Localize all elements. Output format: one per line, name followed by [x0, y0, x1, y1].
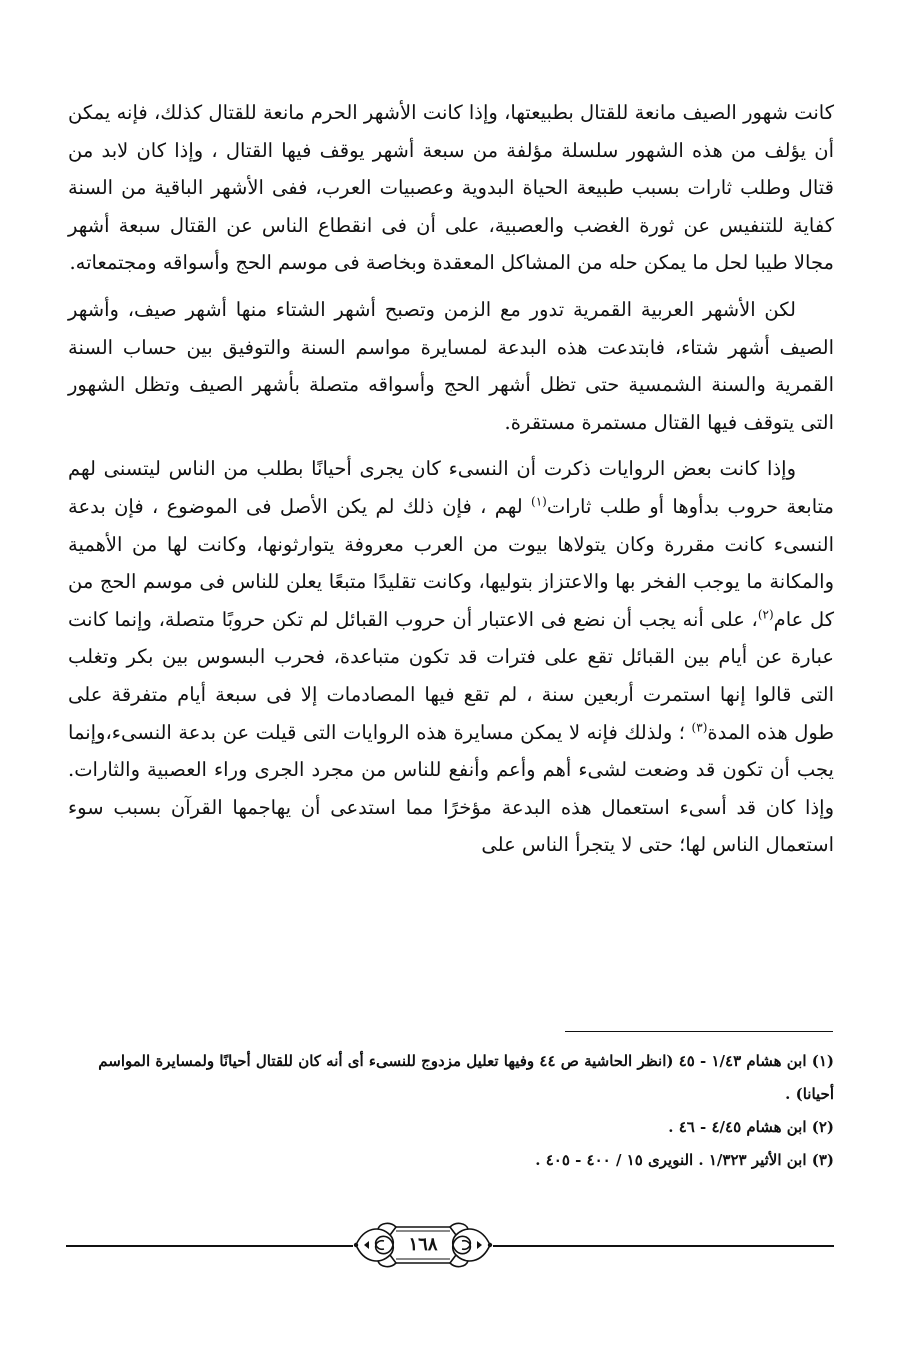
bottom-rule-right [493, 1245, 834, 1247]
page-number: ١٦٨ [408, 1234, 438, 1255]
footnote-ref-3[interactable]: (٣) [691, 720, 708, 734]
footnote-ref-1[interactable]: (١) [531, 494, 547, 509]
footnote-ref-2[interactable]: (٢) [757, 607, 774, 622]
footnote-3: (٣) ابن الأثير ١/٣٢٣ . النويرى ١٥ / ٤٠٠ - ٤٠٥ . [535, 1151, 834, 1169]
paragraph-3 [68, 450, 834, 864]
body-text [68, 94, 834, 864]
footnote-separator [565, 1031, 833, 1032]
footnote-2: (٢) ابن هشام ٤/٤٥ - ٤٦ . [668, 1118, 834, 1136]
paragraph-text: كانت شهور الصيف مانعة للقتال بطبيعتها، وإذا كانت الأشهر الحرم مانعة للقتال كذلك، فإنه يمكن أن يؤلف من هذه الشهور سلسلة مؤلفة من سبعة أشهر يوقف فيها القتال ، وإذا كان لابد من قتال وطلب ثارات بسبب طبيعة الحياة البدوية وعصبيات العرب، ففى الأشهر الباقية من السنة كفاية للتنفيس عن ثورة الغضب والعصبية، على أن فى انقطاع الناس عن القتال سبعة أشهر مجالا طيبا لحل ما يمكن حله من المشاكل المعقدة وبخاصة فى موسم الحج وأسواقه ومجتمعاته. [68, 101, 834, 275]
paragraph-text: وإذا كانت بعض الروايات ذكرت أن النسىء كان يجرى أحيانًا بطلب من الناس ليتسنى لهم متابعة حروب بدأوها أو طلب ثارات [68, 457, 834, 518]
footnote-1: (١) ابن هشام ١/٤٣ - ٤٥ (انظر الحاشية ص ٤٤ وفيها تعليل مزدوج للنسىء أى أنه كان للقتال أحيانًا ولمسايرة المواسم أحيانا) . [98, 1052, 834, 1103]
paragraph-text: ؛ ولذلك فإنه لا يمكن مسايرة هذه الروايات التى قيلت عن بدعة النسىء،وإنما يجب أن تكون قد وضعت لشىء أهم وأعم وأنفع للناس من مجرد الجرى وراء العصبية والثارات. وإذا كان قد أسىء استعمال هذه البدعة مؤخرًا مما استدعى أن يهاجمها القرآن بسبب سوء استعمال الناس لها؛ حتى لا يتجرأ الناس على [68, 720, 834, 857]
bottom-rule-left [66, 1245, 353, 1247]
paragraph-1 [68, 94, 834, 282]
paragraph-text: لكن الأشهر العربية القمرية تدور مع الزمن وتصبح أشهر الشتاء منها أشهر صيف، وأشهر الصيف أشهر شتاء، فابتدعت هذه البدعة لمسايرة مواسم السنة والتوفيق بين حساب السنة القمرية والسنة الشمسية حتى تظل أشهر الحج وأسواقه متصلة بأشهر الصيف وتظل الشهور التى يتوقف فيها القتال مستمرة مستقرة. [68, 297, 834, 434]
paragraph-text: ، على أنه يجب أن نضع فى الاعتبار أن حروب القبائل لم تكن حروبًا متصلة، وإنما كانت عبارة عن أيام بين القبائل تقع على فترات قد تكون متباعدة، فحرب البسوس بين بكر وتغلب التى قالوا إنها استمرت أربعين سنة ، لم تقع فيها المصادمات إلا فى سبعة أيام متفرقة على طول هذه المدة [68, 607, 835, 744]
paragraph-2 [68, 291, 834, 441]
paragraph-text: لهم ، فإن ذلك لم يكن الأصل فى الموضوع ، فإن بدعة النسىء كانت مقررة وكان يتولاها بيوت من العرب معروفة يتوارثونها، وكانت لها من الأهمية والمكانة ما يوجب الفخر بها والاعتزاز بتوليها، وكانت تقليدًا متبعًا يعلن للناس فى موسم الحج من كل عام [68, 494, 834, 631]
footnotes [68, 1045, 834, 1177]
